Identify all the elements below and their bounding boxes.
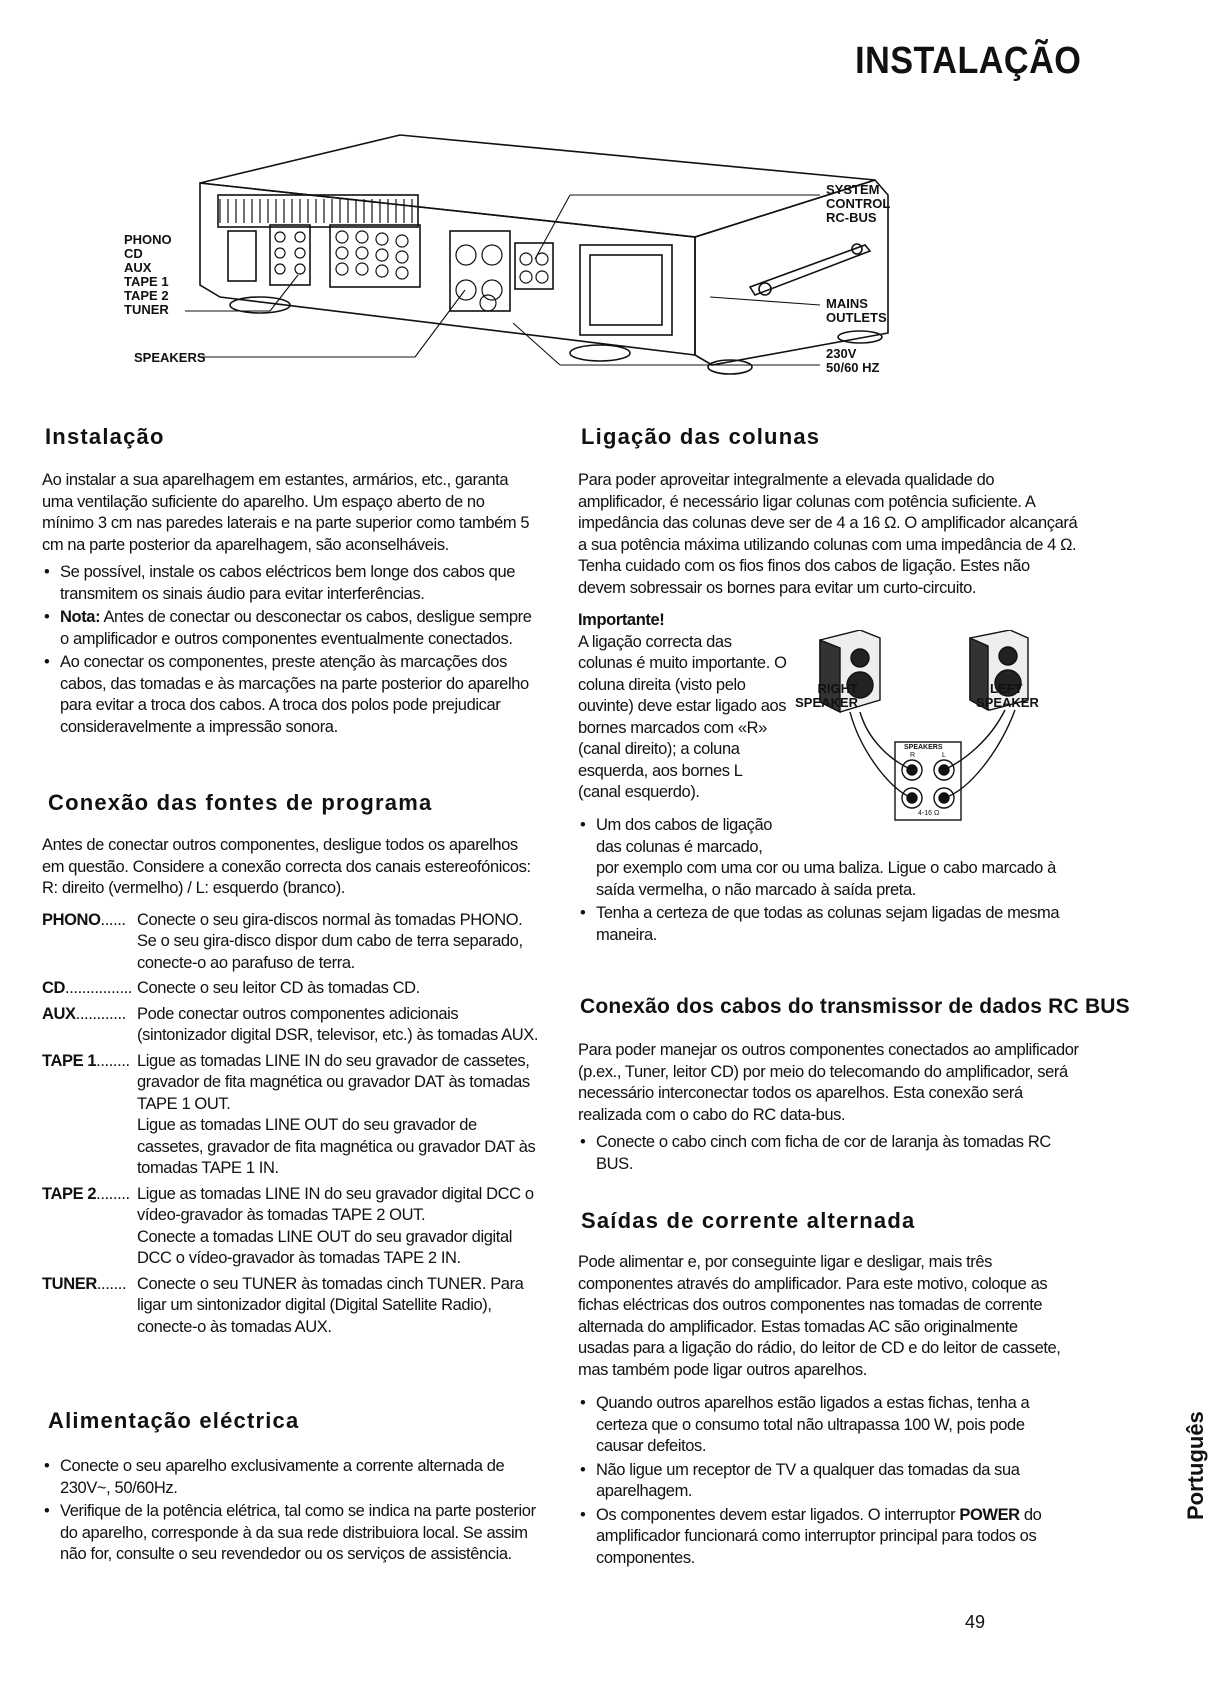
terminal-panel-title: SPEAKERS [904, 744, 943, 751]
term-phono: PHONO [42, 910, 101, 929]
rcbus-section [578, 1040, 1088, 1177]
ac-outputs-section [578, 1252, 1070, 1571]
input-labels [124, 233, 172, 317]
terminal-r: R [910, 752, 916, 759]
desc-tuner: Conecte o seu TUNER às tomadas cinch TUNER. Para ligar um sintonizador digital (Digital Satellite Radio), conecte-o às tomadas AUX. [137, 1274, 524, 1336]
section-title-ac-outputs: Saídas de corrente alternada [581, 1208, 916, 1233]
label-system-control: SYSTEM CONTROL RC-BUS [826, 182, 891, 225]
power-switch-label: POWER [959, 1505, 1020, 1524]
power-bullet-1: • Conecte o seu aparelho exclusivamente a corrente alternada de 230V~, 50/60Hz. [42, 1456, 540, 1499]
label-aux: AUX [124, 260, 152, 275]
speaker-wiring-figure [795, 630, 1060, 830]
rcbus-intro: Para poder manejar os outros componentes conectados ao amplificador (p.ex., Tuner, leitor CD) por meio do telecomando do amplificador, será necessário interconectar todos os aparelhos. Esta conexão será realizada com o cabo do RC data-bus. [578, 1041, 1079, 1124]
desc-tape2-a: Ligue as tomadas LINE IN do seu gravador digital DCC o vídeo-gravador às tomadas TAPE 2 OUT. [137, 1184, 534, 1224]
term-tape2: TAPE 2 [42, 1184, 97, 1203]
term-aux: AUX [42, 1004, 76, 1023]
installation-bullets [42, 562, 534, 738]
desc-tape1-b: Ligue as tomadas LINE OUT do seu gravador de cassetes, gravador de fita magnética ou gravador DAT às tomadas TAPE 1 IN. [137, 1116, 536, 1177]
amplifier-illustration [120, 125, 1000, 385]
ac-bullet-3: • Os componentes devem estar ligados. O interruptor POWER do amplificador funcionará como interruptor principal para todos os componentes. [578, 1505, 1070, 1570]
note-label: Nota: [60, 608, 101, 626]
page-title: INSTALAÇÃO [854, 40, 1081, 82]
important-text: A ligação correcta das colunas é muito importante. O coluna direita (visto pelo ouvinte) deve estar ligado aos bornes marcados com «R» (canal direito); a coluna esquerda, aos bornes L (canal esquerdo). [578, 632, 787, 801]
label-tape2: TAPE 2 [124, 288, 169, 303]
amplifier-rear-diagram [120, 125, 1000, 385]
source-item-cd: CD................ Conecte o seu leitor CD às tomadas CD. [42, 978, 540, 1000]
page-number: 49 [964, 1612, 985, 1632]
desc-tape1-a: Ligue as tomadas LINE IN do seu gravador de cassetes, gravador de fita magnética ou gravador DAT às tomadas TAPE 1 OUT. [137, 1051, 530, 1113]
installation-section [42, 470, 534, 740]
section-title-rcbus: Conexão dos cabos do transmissor de dados RC BUS [580, 995, 1130, 1018]
source-item-tape2: TAPE 2........ Ligue as tomadas LINE IN do seu gravador digital DCC o vídeo-gravador às tomadas TAPE 2 OUT. Conecte a tomadas LINE OUT do seu gravador digital DCC o vídeo-gravador às tomadas TAPE 2 IN. [42, 1184, 540, 1270]
term-cd: CD [42, 979, 66, 997]
source-item-aux: AUX............ Pode conectar outros componentes adicionais (sintonizador digital DSR, televisor, etc.) às tomadas AUX. [42, 1004, 540, 1047]
section-title-installation: Instalação [45, 424, 165, 449]
language-tab: Português [1183, 1411, 1208, 1520]
section-title-sources: Conexão das fontes de programa [48, 790, 433, 815]
label-tuner: TUNER [124, 302, 169, 317]
section-title-power: Alimentação eléctrica [48, 1408, 300, 1433]
source-item-phono: PHONO...... Conecte o seu gira-discos normal às tomadas PHONO. Se o seu gira-disco dispor dum cabo de terra separado, conecte-o ao parafuso de terra. [42, 910, 540, 975]
right-speaker-label: RIGHT SPEAKER [795, 681, 858, 710]
term-tape1: TAPE 1 [42, 1051, 97, 1070]
rcbus-bullet-1: • Conecte o cabo cinch com ficha de cor de laranja às tomadas RC BUS. [578, 1132, 1088, 1175]
label-tape1: TAPE 1 [124, 274, 169, 289]
desc-phono: Conecte o seu gira-discos normal às tomadas PHONO. Se o seu gira-disco dispor dum cabo de terra separado, conecte-o ao parafuso de terra. [137, 910, 523, 972]
label-cd: CD [124, 246, 143, 261]
terminal-impedance: 4-16 Ω [918, 810, 940, 817]
speakers-bullet-1: • Um dos cabos de ligação das colunas é marcado, por exemplo com uma cor ou uma baliza. Ligue o cabo marcado à saída vermelha, o não marcado à saída preta. [578, 815, 1088, 901]
section-title-speakers: Ligação das colunas [581, 424, 821, 449]
source-item-tape1: TAPE 1........ Ligue as tomadas LINE IN do seu gravador de cassetes, gravador de fita magnética ou gravador DAT às tomadas TAPE 1 OUT. Ligue as tomadas LINE OUT do seu gravador de cassetes, gravador de fita magnética ou gravador DAT às tomadas TAPE 1 IN. [42, 1051, 540, 1180]
power-bullet-2: • Verifique de la potência elétrica, tal como se indica na parte posterior do aparelho, corresponde à da sua rede distribuiora local. Se assim não for, consulte o seu revendedor ou os serviços de assistência. [42, 1501, 540, 1566]
label-phono: PHONO [124, 232, 172, 247]
ac-bullet-2: • Não ligue um receptor de TV a qualquer das tomadas da sua aparelhagem. [578, 1460, 1070, 1503]
desc-aux: Pode conectar outros componentes adicionais (sintonizador digital DSR, televisor, etc.) às tomadas AUX. [137, 1004, 539, 1044]
speaker-illustration [800, 630, 1060, 830]
label-speakers: SPEAKERS [134, 350, 206, 365]
installation-bullet-3: • Ao conectar os componentes, preste atenção às marcações dos cabos, das tomadas e às marcações na parte posterior do aparelho para evitar a troca dos cabos. A troca dos polos pode prejudicar consideravelmente a impressão sonora. [42, 652, 534, 738]
desc-tape2-b: Conecte a tomadas LINE OUT do seu gravador digital DCC o vídeo-gravador às tomadas TAPE 2 IN. [137, 1227, 512, 1267]
ac-bullet-1: • Quando outros aparelhos estão ligados a estas fichas, tenha a certeza que o consumo total não ultrapassa 100 W, pois pode causar defeitos. [578, 1393, 1070, 1458]
term-tuner: TUNER [42, 1274, 97, 1293]
sources-intro: Antes de conectar outros componentes, desligue todos os aparelhos em questão. Considere a conexão correcta dos canais estereofónicos: R: direito (vermelho) / L: esquerdo (branco). [42, 836, 531, 897]
sources-section [42, 835, 540, 1342]
speakers-bullets [578, 815, 1088, 948]
note-text: Antes de conectar ou desconectar os cabos, desligue sempre o amplificador e outros componentes eventualmente conectados. [60, 608, 532, 648]
installation-bullet-1: • Se possível, instale os cabos eléctricos bem longe dos cabos que transmitem os sinais áudio para evitar interferências. [42, 562, 534, 605]
power-section [42, 1456, 540, 1568]
installation-bullet-2 [42, 607, 534, 650]
label-mains-outlets: MAINS OUTLETS [826, 296, 887, 325]
speakers-bullet-2: • Tenha a certeza de que todas as colunas sejam ligadas de mesma maneira. [578, 903, 1088, 946]
left-speaker-label: LEFT SPEAKER [976, 681, 1039, 710]
terminal-l: L [942, 752, 946, 759]
installation-intro: Ao instalar a sua aparelhagem em estantes, armários, etc., garanta uma ventilação suficiente do aparelho. Um espaço aberto de no mínimo 3 cm nas paredes laterais e na parte superior como também 5 cm na parte posterior da aparelhagem, são aconselháveis. [42, 471, 530, 554]
desc-cd: Conecte o seu leitor CD às tomadas CD. [137, 979, 420, 997]
important-label: Importante! [578, 611, 665, 629]
source-item-tuner: TUNER....... Conecte o seu TUNER às tomadas cinch TUNER. Para ligar um sintonizador digital (Digital Satellite Radio), conecte-o às tomadas AUX. [42, 1274, 540, 1339]
speakers-intro: Para poder aproveitar integralmente a elevada qualidade do amplificador, é necessário ligar colunas com potência suficiente. A impedância das colunas deve ser de 4 a 16 Ω. O amplificador alcançará a sua potência máxima utilizando colunas com uma impedância de 4 Ω. Tenha cuidado com os fios finos dos cabos de ligação. Estes não devem sobressair os bornes para evitar um curto-circuito. [578, 471, 1078, 597]
ac-outputs-intro: Pode alimentar e, por conseguinte ligar e desligar, mais três componentes através do amplificador. Para este motivo, coloque as fichas eléctricas dos outros componentes nas tomadas de corrente alternada do amplificador. Estas tomadas AC são originalmente usadas para a ligação do rádio, do leitor de CD e do leitor de cassete, mas também pode ligar outros aparelhos. [578, 1253, 1061, 1379]
label-voltage: 230V 50/60 HZ [826, 346, 880, 375]
